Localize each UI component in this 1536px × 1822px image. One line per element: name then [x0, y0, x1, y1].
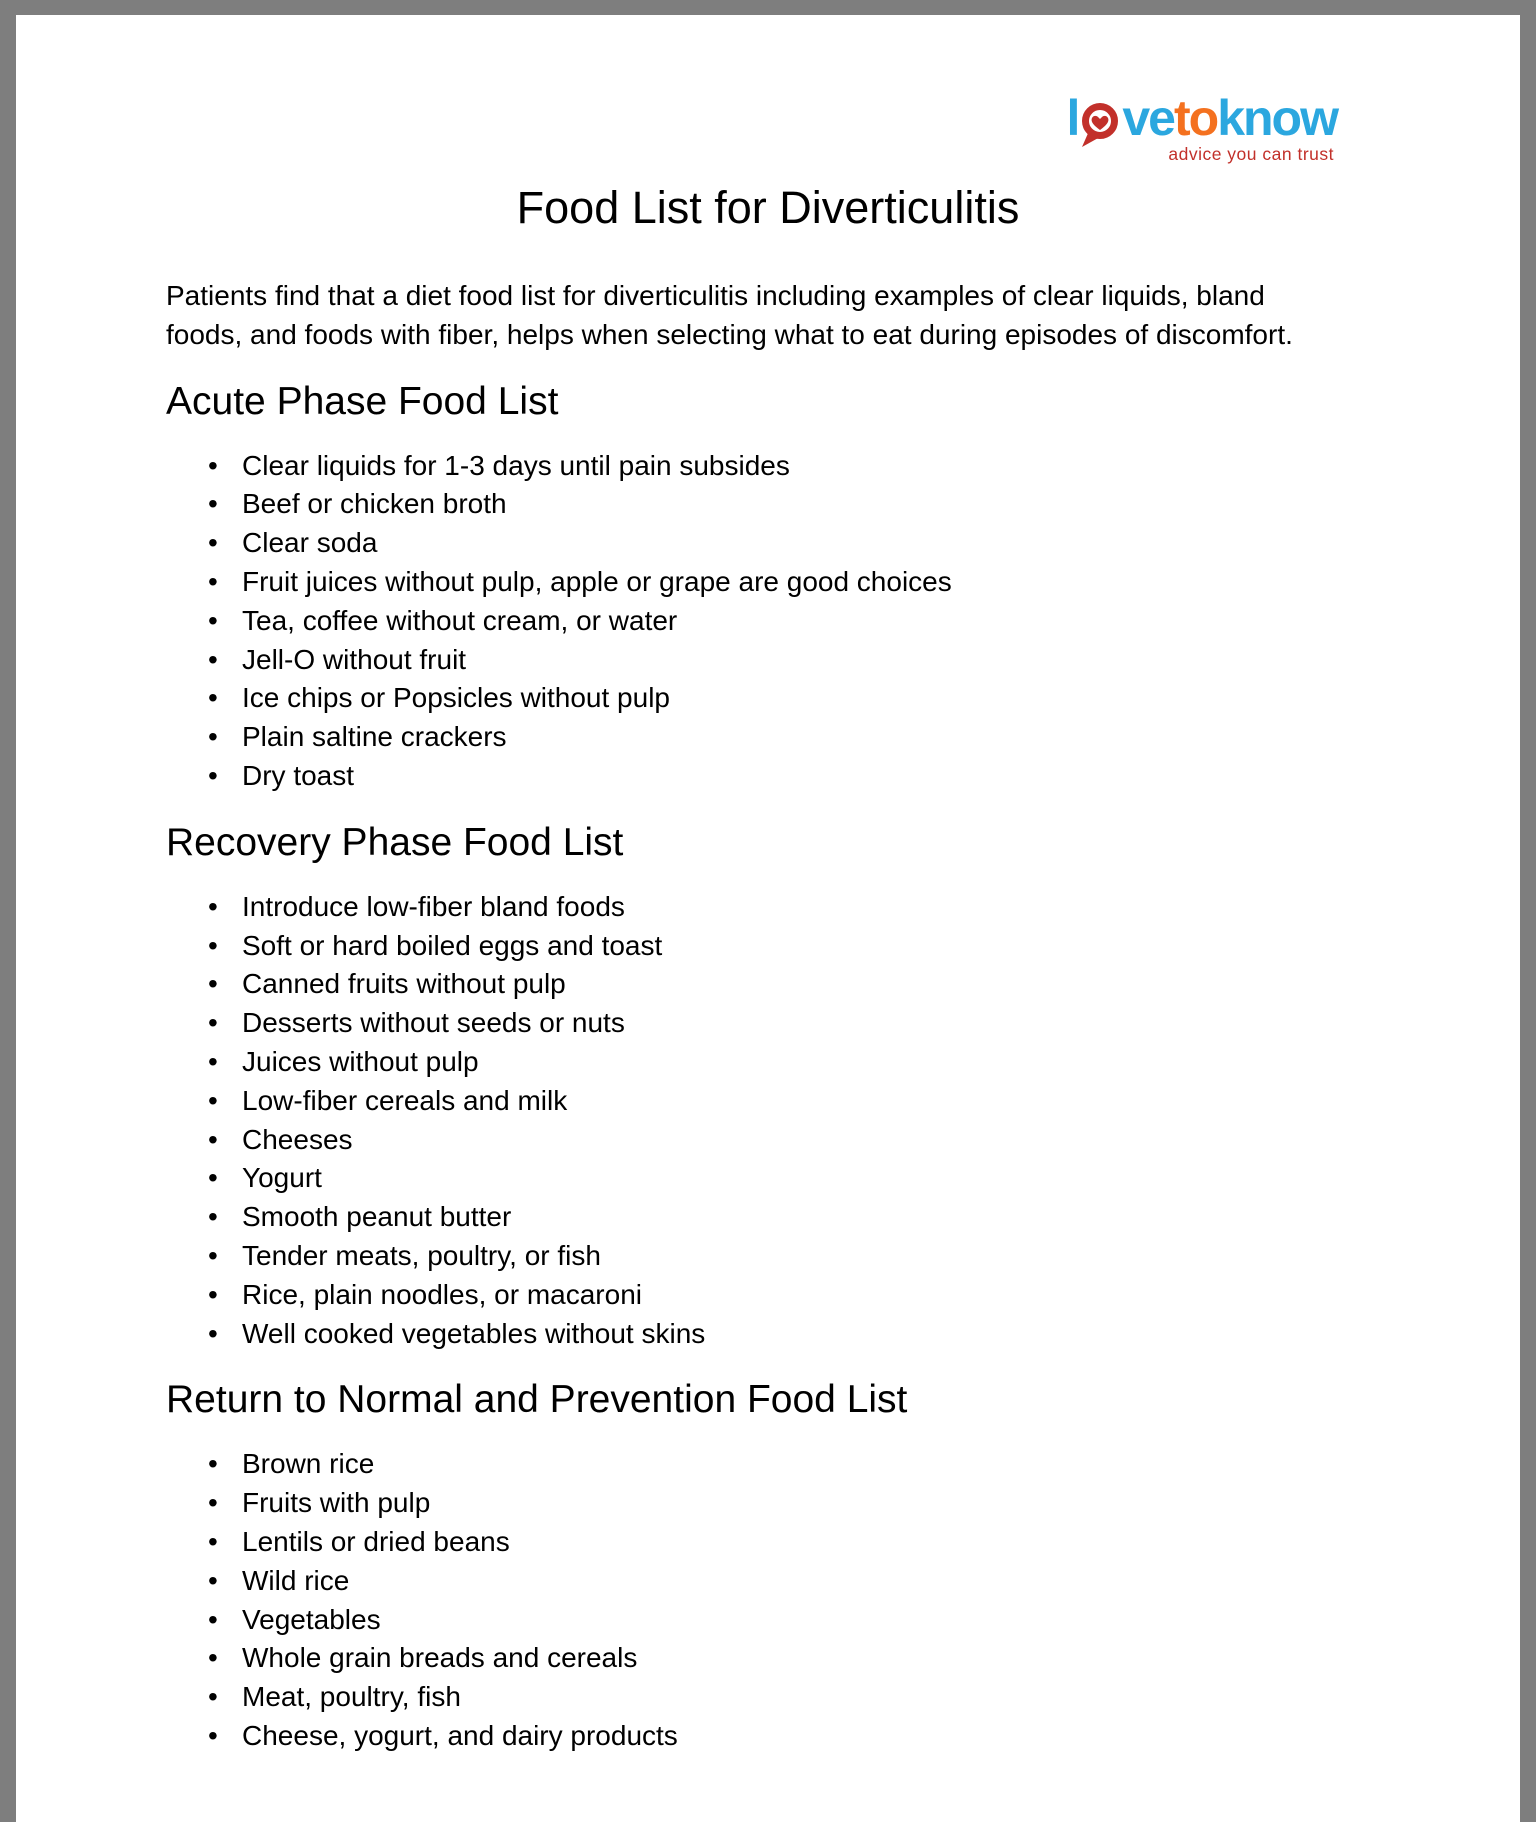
list-item: • Ice chips or Popsicles without pulp — [166, 679, 1370, 718]
logo-text-ve: ve — [1122, 90, 1174, 146]
list-item: • Plain saltine crackers — [166, 718, 1370, 757]
list-item: • Brown rice — [166, 1445, 1370, 1484]
list-item: • Fruit juices without pulp, apple or grape are good choices — [166, 563, 1370, 602]
list-item: • Rice, plain noodles, or macaroni — [166, 1276, 1370, 1315]
lovetoknow-logo — [1066, 90, 1337, 164]
logo-text-to: to — [1174, 90, 1218, 146]
list-item: • Tea, coffee without cream, or water — [166, 602, 1370, 641]
list-item: • Jell-O without fruit — [166, 641, 1370, 680]
list-item: • Yogurt — [166, 1159, 1370, 1198]
section-heading: Recovery Phase Food List — [166, 820, 624, 864]
section-heading: Return to Normal and Prevention Food List — [166, 1378, 908, 1422]
list-item: • Clear soda — [166, 524, 1370, 563]
list-item: • Smooth peanut butter — [166, 1198, 1370, 1237]
list-item: • Lentils or dried beans — [166, 1523, 1370, 1562]
heart-speech-bubble-icon — [1079, 99, 1121, 149]
intro-paragraph: Patients find that a diet food list for diverticulitis including examples of clear liquids, bland foods, and foods with fiber, helps when selecting what to eat during episodes of discomfort. — [166, 280, 1293, 350]
list-item: • Low-fiber cereals and milk — [166, 1082, 1370, 1121]
logo-text-l: l — [1066, 90, 1079, 146]
list-item: • Introduce low-fiber bland foods — [166, 888, 1370, 927]
list-item: • Cheese, yogurt, and dairy products — [166, 1717, 1370, 1756]
list-item: • Well cooked vegetables without skins — [166, 1315, 1370, 1354]
list-item: • Dry toast — [166, 757, 1370, 796]
list-item: • Clear liquids for 1-3 days until pain subsides — [166, 447, 1370, 486]
sections — [166, 379, 1370, 1756]
list-item: • Cheeses — [166, 1121, 1370, 1160]
document-content — [16, 181, 1520, 1756]
list-item: • Tender meats, poultry, or fish — [166, 1237, 1370, 1276]
list-item: • Soft or hard boiled eggs and toast — [166, 927, 1370, 966]
logo-tagline: advice you can trust — [1168, 144, 1334, 164]
list-item: • Beef or chicken broth — [166, 485, 1370, 524]
food-list — [166, 888, 1370, 1354]
list-item: • Vegetables — [166, 1601, 1370, 1640]
list-item: • Meat, poultry, fish — [166, 1678, 1370, 1717]
section-heading: Acute Phase Food List — [166, 379, 559, 423]
food-list — [166, 447, 1370, 796]
list-item: • Fruits with pulp — [166, 1484, 1370, 1523]
list-item: • Whole grain breads and cereals — [166, 1639, 1370, 1678]
logo-wordmark — [1066, 90, 1337, 146]
logo-text-know: know — [1217, 90, 1337, 146]
list-item: • Wild rice — [166, 1562, 1370, 1601]
document-page — [16, 15, 1520, 1822]
list-item: • Canned fruits without pulp — [166, 965, 1370, 1004]
list-item: • Juices without pulp — [166, 1043, 1370, 1082]
list-item: • Desserts without seeds or nuts — [166, 1004, 1370, 1043]
page-title: Food List for Diverticulitis — [516, 182, 1020, 233]
food-list — [166, 1445, 1370, 1755]
